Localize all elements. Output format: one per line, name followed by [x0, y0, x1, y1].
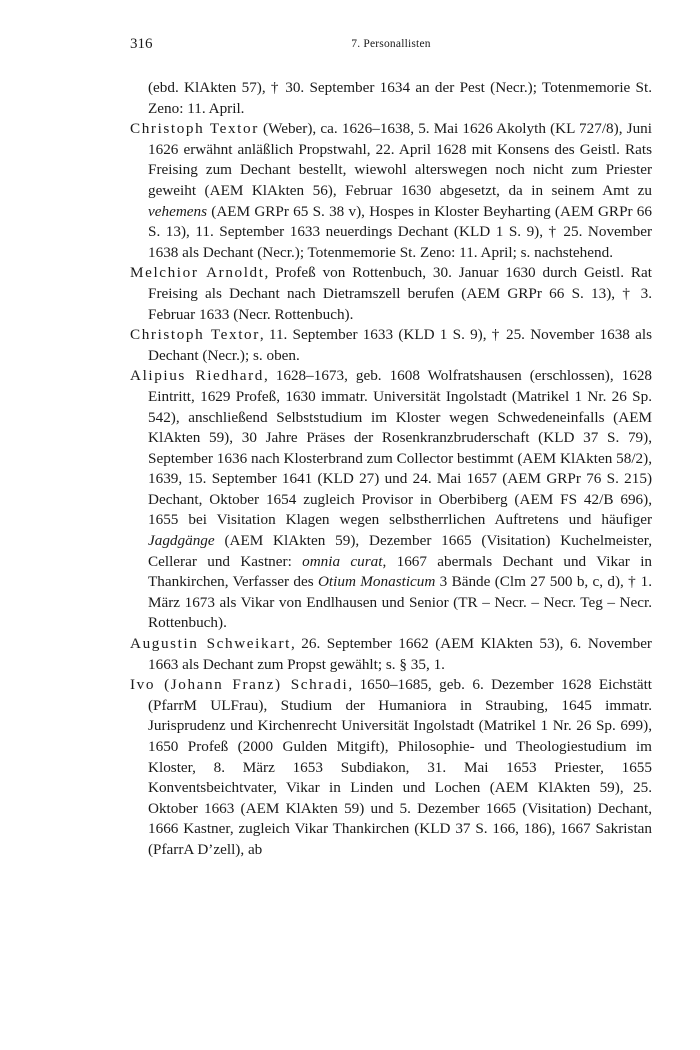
- person-entry: [130, 634, 652, 675]
- entry-text: 3 Bände (Clm 27 500 b, c, d), † 1. März 1673 als Vikar von Endlhausen und Senior (TR – Necr. – Necr. Teg – Necr. Rottenbuch).: [148, 573, 652, 632]
- entry-text: (Weber), ca. 1626–1638, 5. Mai 1626 Akolyth (KL 727/8), Juni 1626 erwähnt anläßlich Propstwahl, 22. April 1628 mit Konsens des Geistl. Rats Freising zum Dechant bestellt, wiewohl alterswegen noch nicht zum Priester geweiht (AEM KlAkten 56), Februar 1630 abgesetzt, da in seinem Amt zu: [148, 120, 652, 199]
- entry-text: , 1628–1673, geb. 1608 Wolfratshausen (erschlossen), 1628 Eintritt, 1629 Profeß, 1630 immatr. Universität Ingolstadt (Matrikel 1 Nr. 26 Sp. 542), anschließend Selbststudium im Kloster wegen Schwedeneinfalls (AEM KlAkten 59), 30 Jahre Präses der Rosenkranzbruderschaft (KLD 37 S. 79), September 1636 nach Klosterbrand zum Collector bestimmt (AEM KlAkten 58/2), 1639, 15. September 1641 (KLD 27) und 24. Mai 1657 (AEM GRPr 76 S. 215) Dechant, Oktober 1654 zugleich Provisor in Oberbiberg (AEM FS 42/B 696), 1655 bei Visitation Klagen wegen selbstherrlichen Auftretens und häufiger: [148, 367, 653, 529]
- entry-text: (ebd. KlAkten 57), † 30. September 1634 an der Pest (Necr.); Totenmemorie St. Zeno: 11. April.: [148, 79, 652, 117]
- entry-text: , Profeß von Rottenbuch, 30. Januar 1630 durch Geistl. Rat Freising als Dechant nach Dietramszell berufen (AEM GRPr 66 S. 13), † 3. Februar 1633 (Necr. Rottenbuch).: [148, 264, 652, 323]
- person-entry: [130, 675, 652, 860]
- entry-text: , 11. September 1633 (KLD 1 S. 9), † 25. November 1638 als Dechant (Necr.); s. oben.: [148, 326, 652, 364]
- person-name: Christoph Textor: [130, 326, 260, 344]
- running-header: [130, 36, 652, 60]
- personnel-list: [130, 78, 652, 861]
- person-name: Augustin Schweikart: [130, 635, 291, 653]
- person-entry: [130, 263, 652, 325]
- person-entry: [130, 119, 652, 263]
- person-entry: [130, 325, 652, 366]
- person-name: Ivo (Johann Franz) Schradi: [130, 676, 349, 694]
- person-entry: [130, 366, 652, 634]
- person-name: Alipius Riedhard: [130, 367, 264, 385]
- entry-continuation: [130, 78, 652, 119]
- book-page: [130, 36, 652, 861]
- italic-term: Jagdgänge: [148, 532, 215, 550]
- entry-text: (AEM KlAkten 59), Dezember 1665 (Visitation) Kuchelmeister, Cellerar und Kastner:: [148, 532, 652, 570]
- entry-text: , 1667 abermals Dechant und Vikar in Thankirchen, Verfasser des: [148, 552, 653, 591]
- entry-text: , 1650–1685, geb. 6. Dezember 1628 Eichstätt (PfarrM ULFrau), Studium der Humaniora in Straubing, 1645 immatr. Jurisprudenz und Kirchenrecht Universität Ingolstadt (Matrikel 1 Nr. 26 Sp. 699), 1650 Profeß (2000 Gulden Mitgift), Philosophie- und Theologiestudium im Kloster, 8. März 1653 Subdiakon, 31. Mai 1653 Priester, 1655 Konventsbeichtvater, Vikar in Linden und Lochen (AEM KlAkten 59), 25. Oktober 1663 (AEM KlAkten 59) und 5. Dezember 1665 (Visitation) Dechant, 1666 Kastner, zugleich Vikar Thankirchen (KLD 37 S. 166, 186), 1667 Sakristan (PfarrA D’zell), ab: [148, 676, 653, 858]
- person-name: Christoph Textor: [130, 120, 259, 138]
- italic-term: Otium Monasticum: [317, 573, 436, 591]
- italic-term: vehemens: [148, 202, 208, 220]
- person-name: Melchior Arnoldt: [130, 264, 265, 282]
- entry-text: (AEM GRPr 65 S. 38 v), Hospes in Kloster Beyharting (AEM GRPr 66 S. 13), 11. September 1633 neuerdings Dechant (KLD 1 S. 9), † 25. November 1638 als Dechant (Necr.); Totenmemorie St. Zeno: 11. April; s. nachstehend.: [148, 202, 652, 261]
- entry-text: , 26. September 1662 (AEM KlAkten 53), 6. November 1663 als Dechant zum Propst gewählt; s. § 35, 1.: [148, 635, 652, 673]
- page-number: 316: [130, 36, 153, 52]
- italic-term: omnia curat: [302, 552, 383, 570]
- chapter-title: 7. Personallisten: [351, 38, 431, 50]
